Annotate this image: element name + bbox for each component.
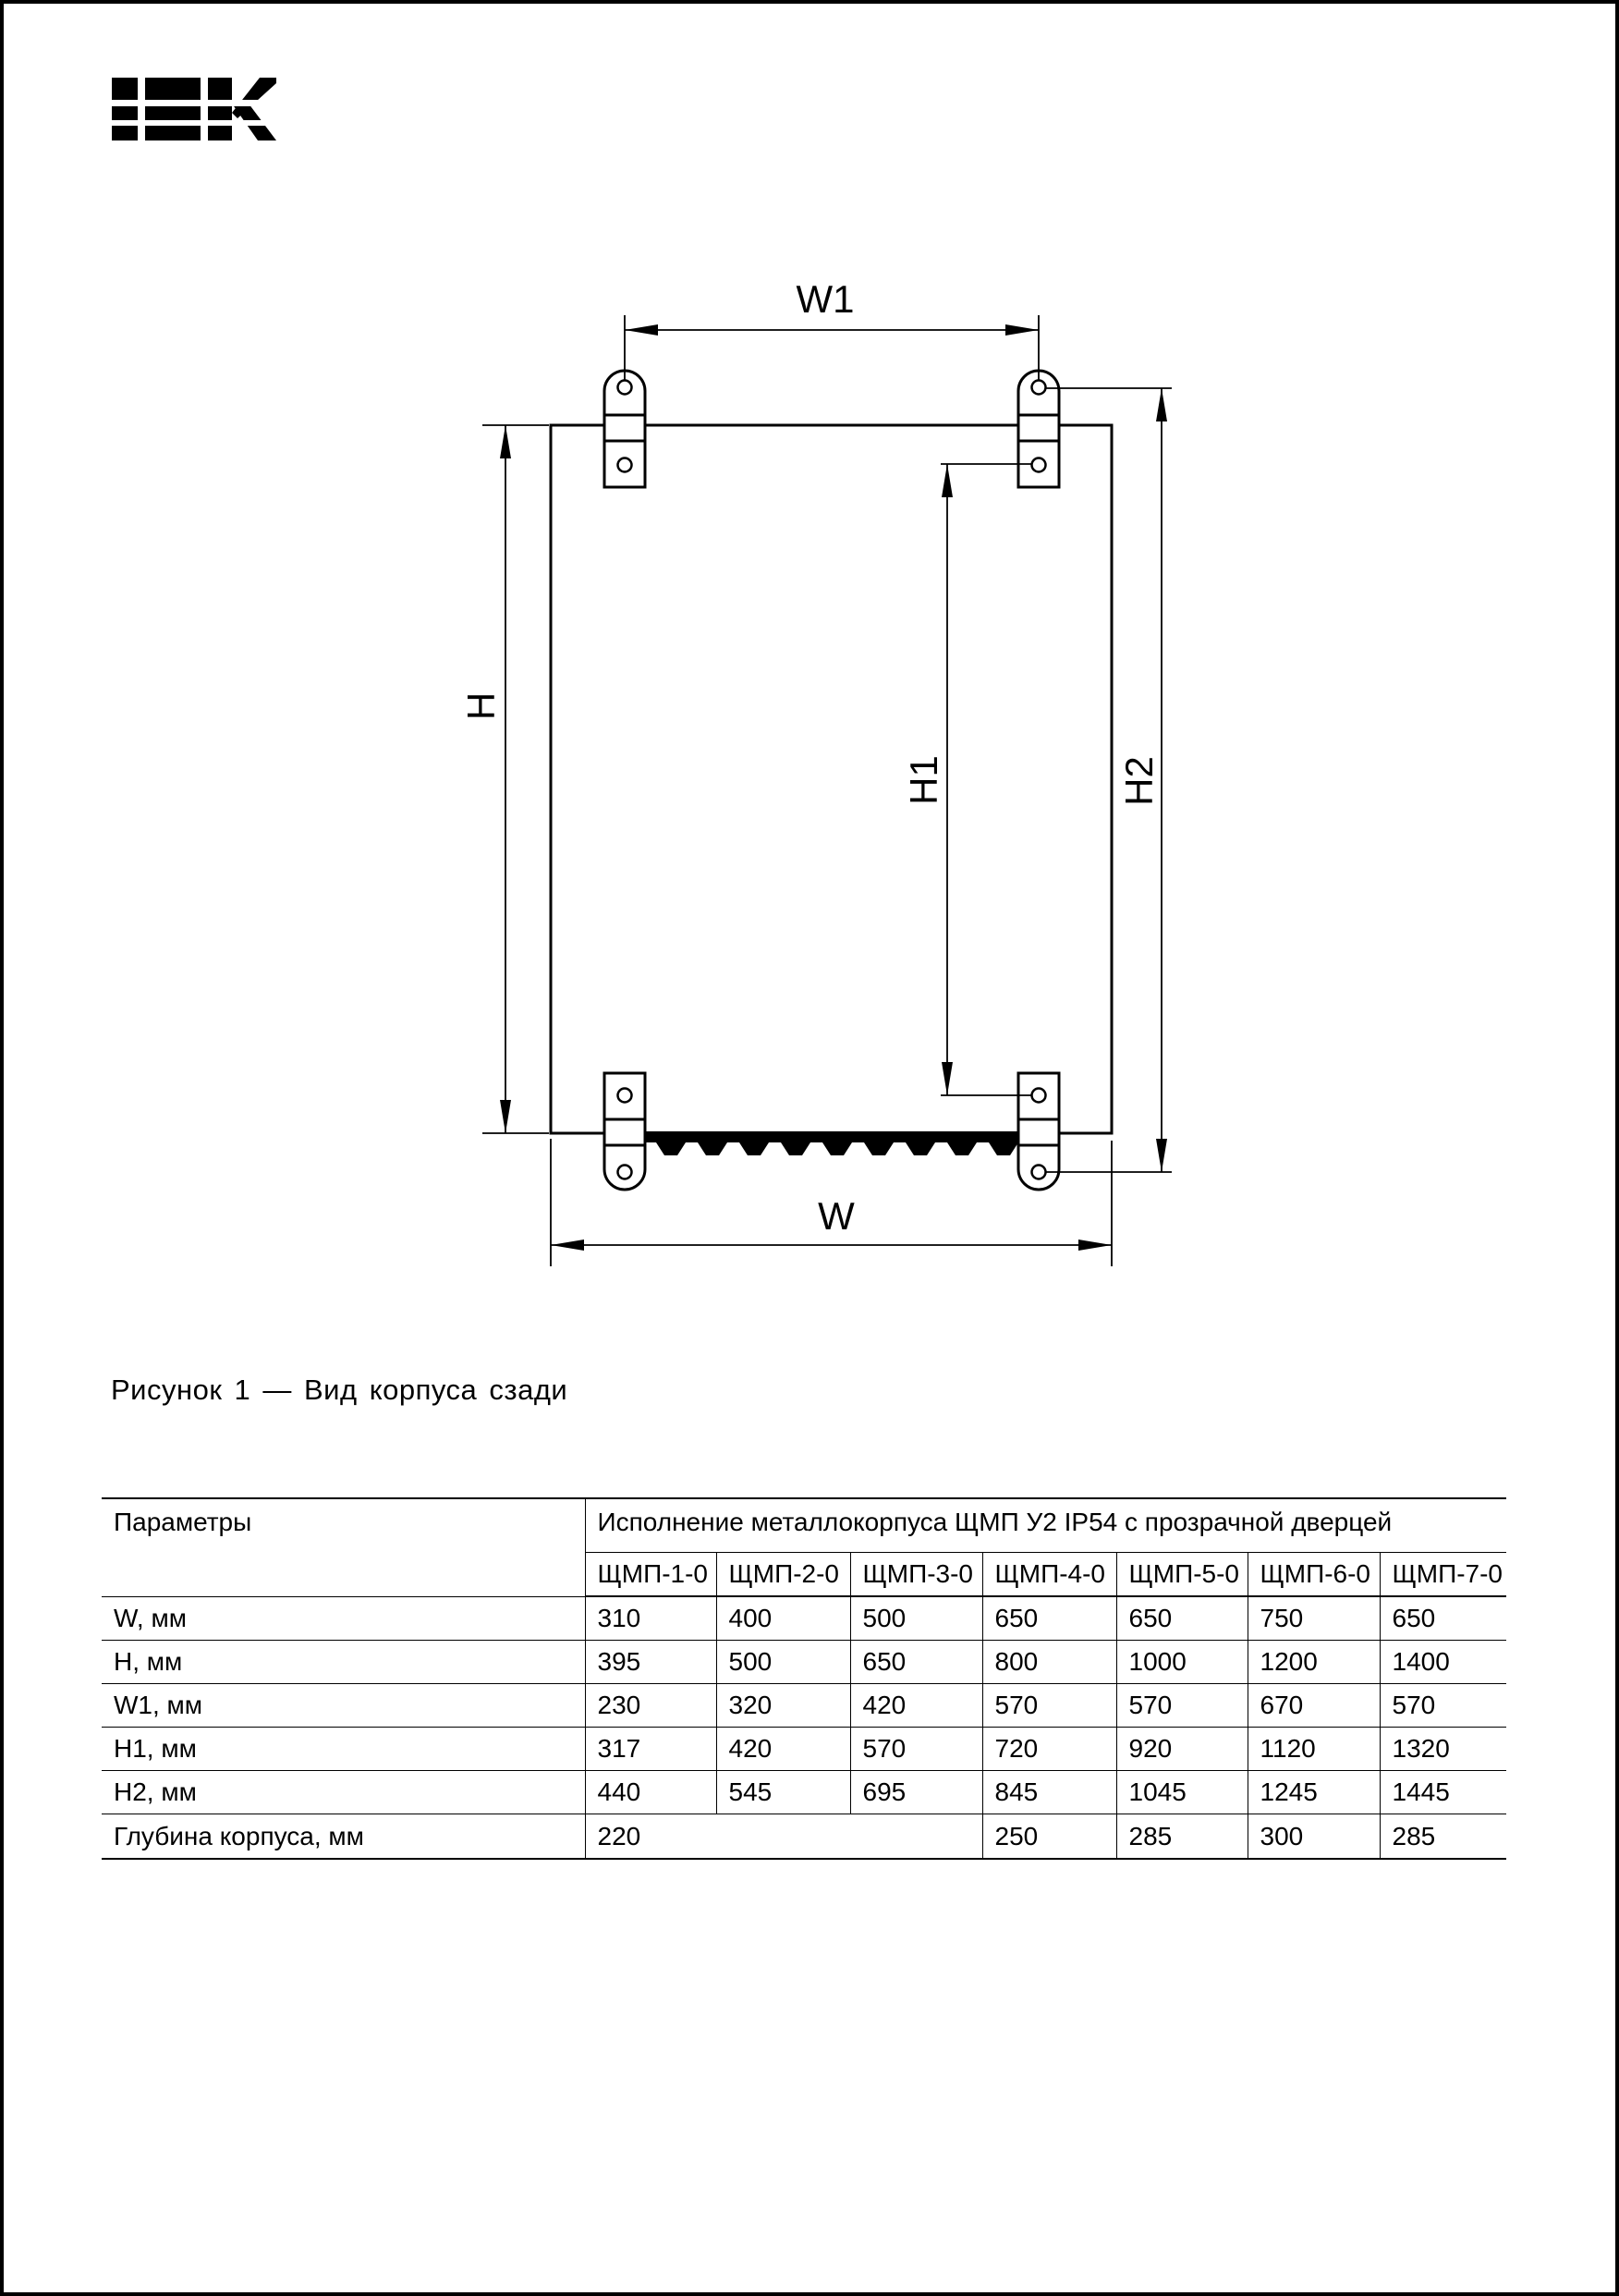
table-header-span: Исполнение металлокорпуса ЩМП У2 IP54 с прозрачной дверцей [585,1498,1506,1553]
table-header-model: ЩМП-2-0 [716,1553,850,1597]
row-label: W, мм [102,1596,585,1641]
arrowhead [1005,324,1039,336]
lug-hole [1032,381,1046,395]
arrowhead [1078,1240,1112,1251]
table-cell: 695 [850,1771,982,1814]
table-cell: 650 [850,1641,982,1684]
table-cell: 285 [1116,1814,1248,1860]
row-label: Глубина корпуса, мм [114,1821,364,1850]
table-cell: 920 [1116,1728,1248,1771]
enclosure-outline [551,425,1112,1133]
table-cell: 420 [716,1728,850,1771]
table-cell: 230 [585,1684,716,1728]
arrowhead [551,1240,584,1251]
dim-w-label: W [818,1194,855,1238]
table-header-model: ЩМП-7-0 [1380,1553,1506,1597]
arrowhead [500,425,511,458]
table-cell: 285 [1380,1814,1506,1860]
table-cell: 570 [1116,1684,1248,1728]
table-cell: 500 [850,1596,982,1641]
row-label: H, мм [102,1641,585,1684]
table-cell: 845 [982,1771,1116,1814]
table-cell: 250 [982,1814,1116,1860]
table-cell: 320 [716,1684,850,1728]
table-cell: 800 [982,1641,1116,1684]
table-cell: 420 [850,1684,982,1728]
table-row [102,1728,1506,1771]
table-cell: 1445 [1380,1771,1506,1814]
table-header-model: ЩМП-4-0 [982,1553,1116,1597]
table-cell: 720 [982,1728,1116,1771]
row-label: H2, мм [102,1771,585,1814]
dim-w1-label: W1 [796,277,855,321]
table-cell-merged: 220 [585,1814,982,1860]
table-cell: 670 [1248,1684,1380,1728]
table-cell: 1400 [1380,1641,1506,1684]
table-cell: 1120 [1248,1728,1380,1771]
table-cell: 570 [850,1728,982,1771]
table-cell: 1245 [1248,1771,1380,1814]
table-header-params: Параметры [102,1498,585,1596]
lug-hole [1032,458,1046,472]
arrowhead [625,324,658,336]
table-cell: 300 [1248,1814,1380,1860]
table-cell: 1320 [1380,1728,1506,1771]
table-header-model: ЩМП-1-0 [585,1553,716,1597]
arrowhead [500,1100,511,1133]
table-cell: 1000 [1116,1641,1248,1684]
table-header-model: ЩМП-3-0 [850,1553,982,1597]
arrowhead [1156,1139,1167,1172]
arrowhead [1156,388,1167,421]
table-cell: 1200 [1248,1641,1380,1684]
table-cell: 500 [716,1641,850,1684]
table-cell: 317 [585,1728,716,1771]
table-cell: 1045 [1116,1771,1248,1814]
table-cell: 650 [1116,1596,1248,1641]
table-row-depth [102,1814,1506,1860]
table-cell: 750 [1248,1596,1380,1641]
spec-table [102,1497,1506,1860]
figure-drawing [4,4,1615,1316]
table-cell: 650 [982,1596,1116,1641]
table-cell: 440 [585,1771,716,1814]
table-cell: 650 [1380,1596,1506,1641]
figure-caption: Рисунок 1 — Вид корпуса сзади [111,1374,568,1406]
table-cell: 570 [982,1684,1116,1728]
lug-hole [618,458,632,472]
lug-hole [618,1166,632,1179]
table-row [102,1771,1506,1814]
lug-hole [618,1089,632,1103]
table-header-model: ЩМП-6-0 [1248,1553,1380,1597]
dim-h2-label: H2 [1117,756,1161,806]
table-row [102,1596,1506,1641]
dim-h1-label: H1 [902,755,945,805]
table-row [102,1641,1506,1684]
table-cell: 400 [716,1596,850,1641]
table-cell: 545 [716,1771,850,1814]
table-row [102,1684,1506,1728]
serrated-strip [644,1131,1018,1155]
lug-hole [1032,1089,1046,1103]
row-label: W1, мм [102,1684,585,1728]
table-cell: 310 [585,1596,716,1641]
table-cell: 570 [1380,1684,1506,1728]
table-header-model: ЩМП-5-0 [1116,1553,1248,1597]
lug-hole [618,381,632,395]
table-cell: 395 [585,1641,716,1684]
row-label: H1, мм [102,1728,585,1771]
lug-hole [1032,1166,1046,1179]
dim-h-label: H [459,691,503,721]
